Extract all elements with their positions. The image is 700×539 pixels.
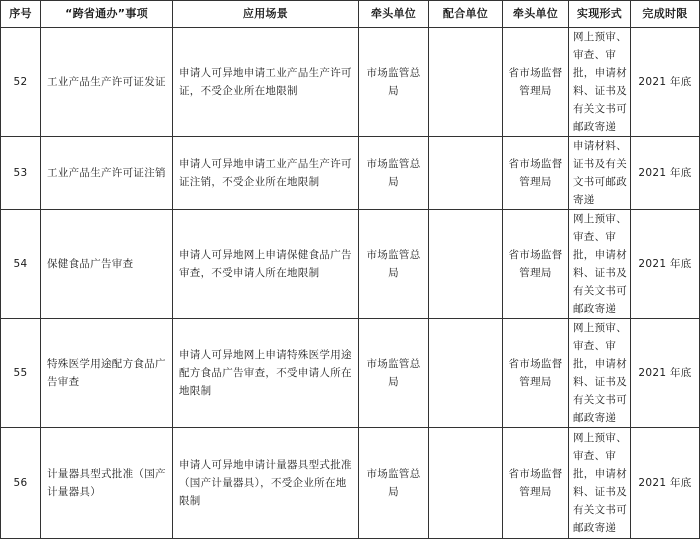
cell-scenario: 申请人可异地网上申请保健食品广告审查，不受申请人所在地限制: [173, 210, 359, 319]
cell-lead2: 省市场监督管理局: [503, 210, 569, 319]
cell-deadline: 2021 年底: [631, 319, 700, 428]
header-coop: 配合单位: [429, 1, 503, 28]
header-row: [1, 1, 700, 28]
cell-item: 保健食品广告审查: [41, 210, 173, 319]
cell-form: 网上预审、审查、审批，申请材料、证书及有关文书可邮政寄递: [569, 319, 631, 428]
cell-lead2: 省市场监督管理局: [503, 28, 569, 137]
header-lead2: 牵头单位: [503, 1, 569, 28]
cell-no: 55: [1, 319, 41, 428]
cell-lead: 市场监管总局: [359, 210, 429, 319]
cell-item: 工业产品生产许可证发证: [41, 28, 173, 137]
cell-lead: 市场监管总局: [359, 319, 429, 428]
table-row: [1, 210, 700, 319]
cell-coop: [429, 210, 503, 319]
cell-form: 网上预审、审查、审批，申请材料、证书及有关文书可邮政寄递: [569, 210, 631, 319]
cell-scenario: 申请人可异地申请工业产品生产许可证，不受企业所在地限制: [173, 28, 359, 137]
header-deadline: 完成时限: [631, 1, 700, 28]
header-lead: 牵头单位: [359, 1, 429, 28]
header-item: “跨省通办”事项: [41, 1, 173, 28]
header-scenario: 应用场景: [173, 1, 359, 28]
header-form: 实现形式: [569, 1, 631, 28]
table-row: [1, 137, 700, 210]
table-row: [1, 319, 700, 428]
cell-deadline: 2021 年底: [631, 428, 700, 539]
cell-no: 56: [1, 428, 41, 539]
cell-coop: [429, 428, 503, 539]
cell-scenario: 申请人可异地网上申请特殊医学用途配方食品广告审查，不受申请人所在地限制: [173, 319, 359, 428]
cell-no: 52: [1, 28, 41, 137]
cell-form: 申请材料、证书及有关文书可邮政寄递: [569, 137, 631, 210]
cell-form: 网上预审、审查、审批，申请材料、证书及有关文书可邮政寄递: [569, 428, 631, 539]
cell-lead: 市场监管总局: [359, 137, 429, 210]
cell-item: 工业产品生产许可证注销: [41, 137, 173, 210]
cell-scenario: 申请人可异地申请工业产品生产许可证注销，不受企业所在地限制: [173, 137, 359, 210]
cell-no: 54: [1, 210, 41, 319]
cell-form: 网上预审、审查、审批，申请材料、证书及有关文书可邮政寄递: [569, 28, 631, 137]
cell-deadline: 2021 年底: [631, 28, 700, 137]
cell-coop: [429, 319, 503, 428]
table-row: [1, 28, 700, 137]
cell-item: 计量器具型式批准（国产计量器具）: [41, 428, 173, 539]
cell-no: 53: [1, 137, 41, 210]
cell-deadline: 2021 年底: [631, 210, 700, 319]
cell-coop: [429, 137, 503, 210]
table-row: [1, 428, 700, 539]
cell-scenario: 申请人可异地申请计量器具型式批准（国产计量器具），不受企业所在地限制: [173, 428, 359, 539]
cell-lead: 市场监管总局: [359, 428, 429, 539]
cell-lead2: 省市场监督管理局: [503, 428, 569, 539]
cell-lead: 市场监管总局: [359, 28, 429, 137]
header-no: 序号: [1, 1, 41, 28]
cell-item: 特殊医学用途配方食品广告审查: [41, 319, 173, 428]
cell-deadline: 2021 年底: [631, 137, 700, 210]
cell-lead2: 省市场监督管理局: [503, 137, 569, 210]
cell-lead2: 省市场监督管理局: [503, 319, 569, 428]
cell-coop: [429, 28, 503, 137]
